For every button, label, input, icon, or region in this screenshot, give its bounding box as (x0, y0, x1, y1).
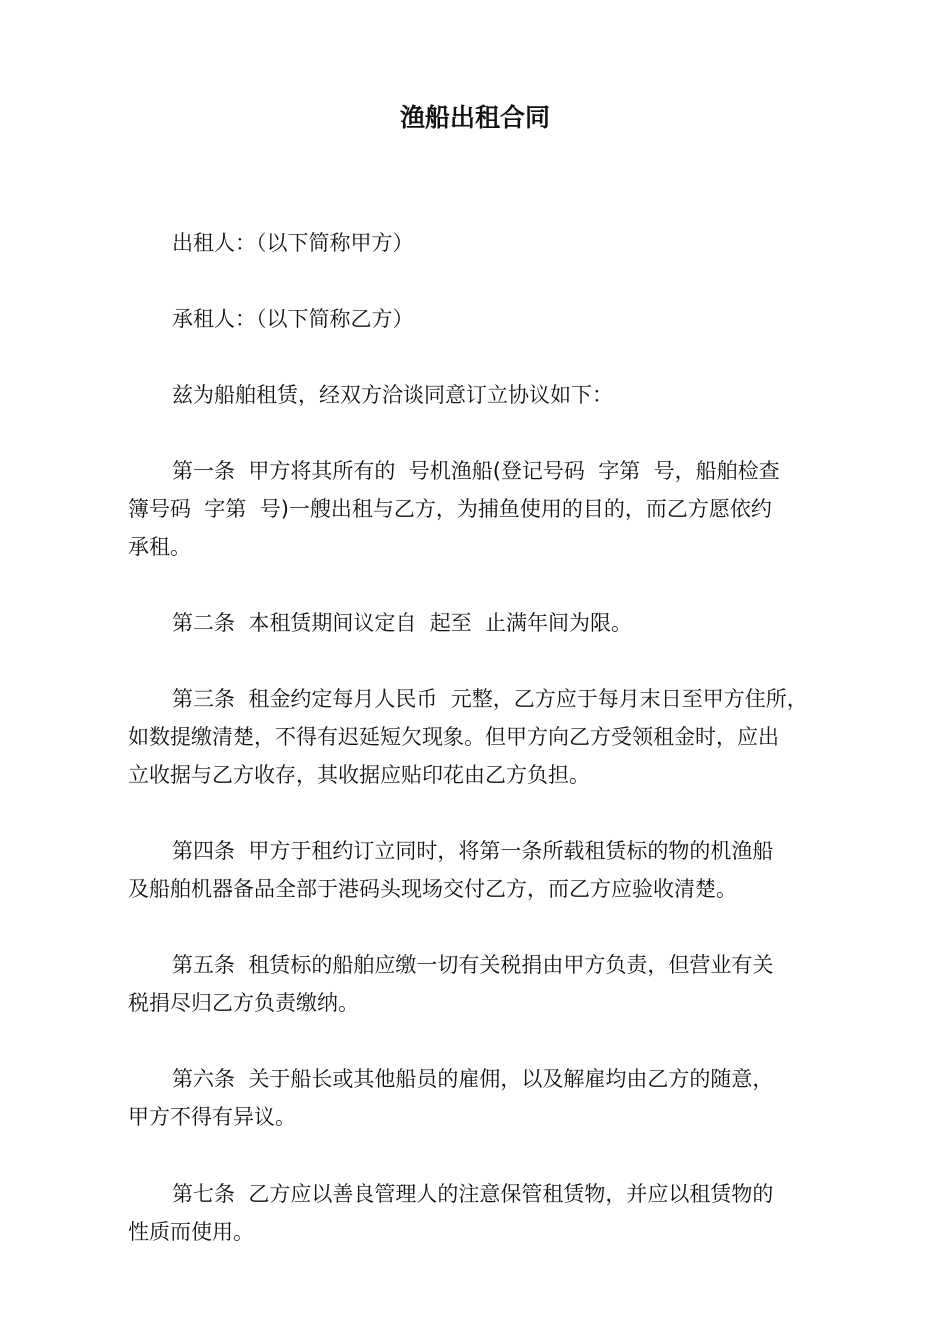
paragraph-line: 及船舶机器备品全部于港码头现场交付乙方，而乙方应验收清楚。 (128, 877, 737, 901)
paragraph-line: 兹为船舶租赁，经双方洽谈同意订立协议如下： (172, 383, 613, 407)
paragraph-line: 承租人：（以下简称乙方） (172, 307, 414, 331)
article-4 (128, 832, 848, 908)
paragraph-line: 第二条 本租赁期间议定自 起至 止满年间为限。 (172, 611, 633, 635)
paragraph-line: 第五条 租赁标的船舶应缴一切有关税捐由甲方负责，但营业有关 (172, 953, 774, 977)
paragraph-line: 第四条 甲方于租约订立同时，将第一条所载租赁标的物的机渔船 (172, 839, 774, 863)
paragraph-line: 出租人：（以下简称甲方） (172, 231, 414, 255)
paragraph-line: 第六条 关于船长或其他船员的雇佣，以及解雇均由乙方的随意， (172, 1067, 774, 1091)
paragraph-line: 承租。 (128, 535, 191, 559)
article-2 (128, 604, 848, 642)
paragraph-line: 立收据与乙方收存，其收据应贴印花由乙方负担。 (128, 763, 590, 787)
paragraph-line: 簿号码 字第 号)一艘出租与乙方，为捕鱼使用的目的，而乙方愿依约 (128, 497, 772, 521)
paragraph-line: 第一条 甲方将其所有的 号机渔船(登记号码 字第 号，船舶检查 (172, 459, 780, 483)
party-lessor (128, 224, 848, 262)
article-6 (128, 1060, 848, 1136)
paragraph-line: 第三条 租金约定每月人民币 元整，乙方应于每月末日至甲方住所， (172, 687, 808, 711)
article-3 (128, 680, 848, 794)
paragraph-line: 第七条 乙方应以善良管理人的注意保管租赁物，并应以租赁物的 (172, 1182, 774, 1206)
paragraph-line: 性质而使用。 (128, 1220, 254, 1244)
party-lessee (128, 300, 848, 338)
paragraph-line: 如数提缴清楚，不得有迟延短欠现象。但甲方向乙方受领租金时，应出 (128, 725, 779, 749)
paragraph-line: 税捐尽归乙方负责缴纳。 (128, 991, 359, 1015)
article-5 (128, 946, 848, 1022)
document-title: 渔船出租合同 (399, 103, 550, 132)
preamble (128, 376, 848, 414)
paragraph-line: 甲方不得有异议。 (128, 1105, 296, 1129)
article-1 (128, 452, 848, 566)
article-7 (128, 1175, 848, 1251)
